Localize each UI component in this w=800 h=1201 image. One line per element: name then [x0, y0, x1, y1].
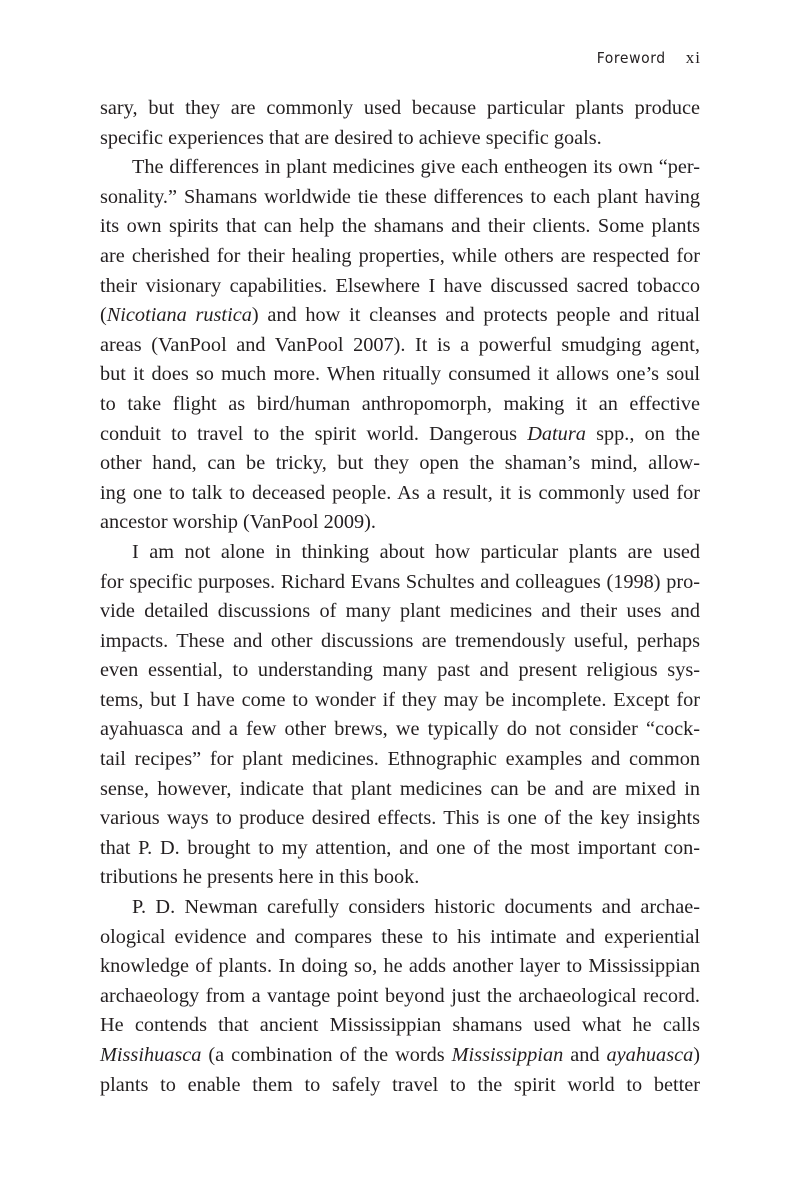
- page-number: xi: [685, 48, 701, 67]
- text-line: conduit to travel to the spirit world. Dangerous Datura spp., on the: [100, 422, 700, 445]
- text-line: knowledge of plants. In doing so, he adds another layer to Mississippian: [100, 955, 700, 978]
- text-line: its own spirits that can help the shamans and their clients. Some plants: [100, 215, 700, 238]
- section-title: Foreword: [596, 49, 666, 67]
- text-line: specific experiences that are desired to achieve specific goals.: [100, 126, 602, 149]
- text-line: vide detailed discussions of many plant medicines and their uses and: [100, 600, 700, 623]
- text-line: I am not alone in thinking about how particular plants are used: [132, 540, 700, 563]
- text-line: Missihuasca (a combination of the words Mississippian and ayahuasca): [100, 1044, 700, 1066]
- genus-name: Datura: [527, 422, 586, 445]
- text-line: that P. D. brought to my attention, and one of the most important con-: [100, 836, 700, 859]
- text-line: archaeology from a vantage point beyond just the archaeological record.: [100, 984, 700, 1007]
- text-line: their visionary capabilities. Elsewhere I have discussed sacred tobacco: [100, 274, 700, 297]
- text-line: ancestor worship (VanPool 2009).: [100, 511, 377, 534]
- text-line: tail recipes” for plant medicines. Ethnographic examples and common: [100, 748, 700, 771]
- text-line: other hand, can be tricky, but they open the shaman’s mind, allow-: [100, 452, 700, 475]
- term-ayahuasca: ayahuasca: [606, 1044, 694, 1066]
- text-line: He contends that ancient Mississippian shamans used what he calls: [100, 1014, 700, 1037]
- text-line: impacts. These and other discussions are tremendously useful, perhaps: [100, 629, 700, 652]
- term-missihuasca: Missihuasca: [100, 1044, 202, 1066]
- text-line: (Nicotiana rustica) and how it cleanses and protects people and ritual: [100, 304, 701, 327]
- text-line: sonality.” Shamans worldwide tie these differences to each plant having: [100, 185, 700, 208]
- text-line: P. D. Newman carefully considers historic documents and archae-: [132, 896, 700, 919]
- text-line: various ways to produce desired effects. This is one of the key insights: [100, 807, 700, 830]
- text-line: are cherished for their healing properties, while others are respected for: [100, 244, 700, 267]
- text-line: ological evidence and compares these to his intimate and experiential: [100, 925, 700, 948]
- text-line: tributions he presents here in this book.: [100, 866, 420, 889]
- body-text: [100, 94, 700, 1100]
- text-line: sense, however, indicate that plant medicines can be and are mixed in: [100, 777, 700, 800]
- text-line: areas (VanPool and VanPool 2007). It is a powerful smudging agent,: [100, 333, 700, 356]
- text-line: tems, but I have come to wonder if they may be incomplete. Except for: [100, 688, 700, 711]
- text-line: even essential, to understanding many past and present religious sys-: [100, 659, 700, 682]
- text-line: The differences in plant medicines give each entheogen its own “per-: [132, 156, 700, 179]
- text-line: to take flight as bird/human anthropomorph, making it an effective: [100, 392, 700, 415]
- species-name: Nicotiana rustica: [106, 304, 252, 327]
- text-line: but it does so much more. When ritually consumed it allows one’s soul: [100, 363, 700, 386]
- running-head: [597, 48, 701, 68]
- text-line: for specific purposes. Richard Evans Schultes and colleagues (1998) pro-: [100, 570, 700, 593]
- term-mississippian: Mississippian: [451, 1044, 564, 1066]
- text-line: sary, but they are commonly used because particular plants produce: [100, 97, 700, 119]
- text-line: plants to enable them to safely travel to the spirit world to better: [100, 1073, 700, 1096]
- text-line: ing one to talk to deceased people. As a result, it is commonly used for: [100, 481, 700, 504]
- text-line: ayahuasca and a few other brews, we typically do not consider “cock-: [100, 718, 700, 741]
